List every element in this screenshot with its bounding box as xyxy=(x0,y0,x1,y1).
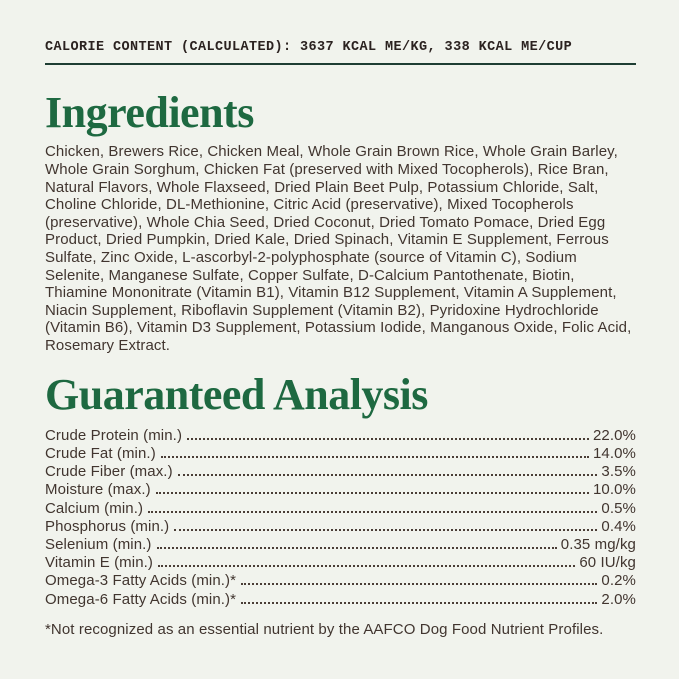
analysis-row xyxy=(45,536,636,554)
dotted-leader xyxy=(178,474,598,476)
aafco-footnote: *Not recognized as an essential nutrient by the AAFCO Dog Food Nutrient Profiles. xyxy=(45,620,604,638)
nutrient-label: Omega-3 Fatty Acids (min.)* xyxy=(45,572,237,590)
calorie-content-line: CALORIE CONTENT (CALCULATED): 3637 KCAL ME/KG, 338 KCAL ME/CUP xyxy=(45,40,573,55)
dotted-leader xyxy=(241,602,597,604)
dotted-leader xyxy=(174,529,597,531)
ingredients-title: Ingredients xyxy=(45,88,254,137)
guaranteed-analysis-table xyxy=(45,427,636,609)
nutrient-label: Crude Fat (min.) xyxy=(45,445,156,463)
analysis-row xyxy=(45,572,636,590)
nutrient-value: 0.5% xyxy=(601,499,636,517)
dotted-leader xyxy=(156,492,589,494)
analysis-row xyxy=(45,500,636,518)
nutrient-value: 60 IU/kg xyxy=(579,554,636,572)
nutrient-label: Omega-6 Fatty Acids (min.)* xyxy=(45,590,237,608)
analysis-row xyxy=(45,481,636,499)
nutrient-value: 0.4% xyxy=(601,517,636,535)
nutrient-value: 14.0% xyxy=(592,445,636,463)
nutrient-label: Phosphorus (min.) xyxy=(45,517,170,535)
ingredients-list-text: Chicken, Brewers Rice, Chicken Meal, Whole Grain Brown Rice, Whole Grain Barley, Whole Grain Sorghum, Chicken Fat (preserved with Mixed Tocopherols), Rice Bran, Natural Flavors, Whole Flaxseed, Dried Plain Beet Pulp, Potassium Chloride, Salt, Choline Chloride, DL-Methionine, Citric Acid (preservative), Mixed Tocopherols (preservative), Whole Chia Seed, Dried Coconut, Dried Tomato Pomace, Dried Egg Product, Dried Pumpkin, Dried Kale, Dried Spinach, Vitamin E Supplement, Ferrous Sulfate, Zinc Oxide, L-ascorbyl-2-polyphosphate (source of Vitamin C), Sodium Selenite, Manganese Sulfate, Copper Sulfate, D-Calcium Pantothenate, Biotin, Thiamine Mononitrate (Vitamin B1), Vitamin B12 Supplement, Vitamin A Supplement, Niacin Supplement, Riboflavin Supplement (Vitamin B2), Pyridoxine Hydrochloride (Vitamin B6), Vitamin D3 Supplement, Potassium Iodide, Manganous Oxide, Folic Acid, Rosemary Extract. xyxy=(45,143,632,354)
nutrient-label: Moisture (max.) xyxy=(45,481,151,499)
nutrient-value: 2.0% xyxy=(601,590,636,608)
dotted-leader xyxy=(158,565,575,567)
dotted-leader xyxy=(161,456,589,458)
nutrient-value: 22.0% xyxy=(592,426,636,444)
analysis-row xyxy=(45,427,636,445)
analysis-row xyxy=(45,445,636,463)
dotted-leader xyxy=(148,511,597,513)
guaranteed-analysis-title: Guaranteed Analysis xyxy=(45,369,428,419)
nutrient-value: 3.5% xyxy=(601,463,636,481)
dotted-leader xyxy=(187,438,589,440)
nutrient-value: 10.0% xyxy=(592,481,636,499)
nutrient-label: Vitamin E (min.) xyxy=(45,554,154,572)
analysis-row xyxy=(45,463,636,481)
nutrient-label: Crude Fiber (max.) xyxy=(45,463,173,481)
analysis-row xyxy=(45,591,636,609)
nutrient-label: Crude Protein (min.) xyxy=(45,426,183,444)
analysis-row xyxy=(45,554,636,572)
analysis-row xyxy=(45,518,636,536)
dotted-leader xyxy=(241,583,597,585)
divider-rule xyxy=(45,63,636,65)
dotted-leader xyxy=(157,547,557,549)
nutrient-label: Selenium (min.) xyxy=(45,536,152,554)
nutrient-value: 0.2% xyxy=(601,572,636,590)
nutrient-value: 0.35 mg/kg xyxy=(560,536,636,554)
nutrient-label: Calcium (min.) xyxy=(45,499,144,517)
